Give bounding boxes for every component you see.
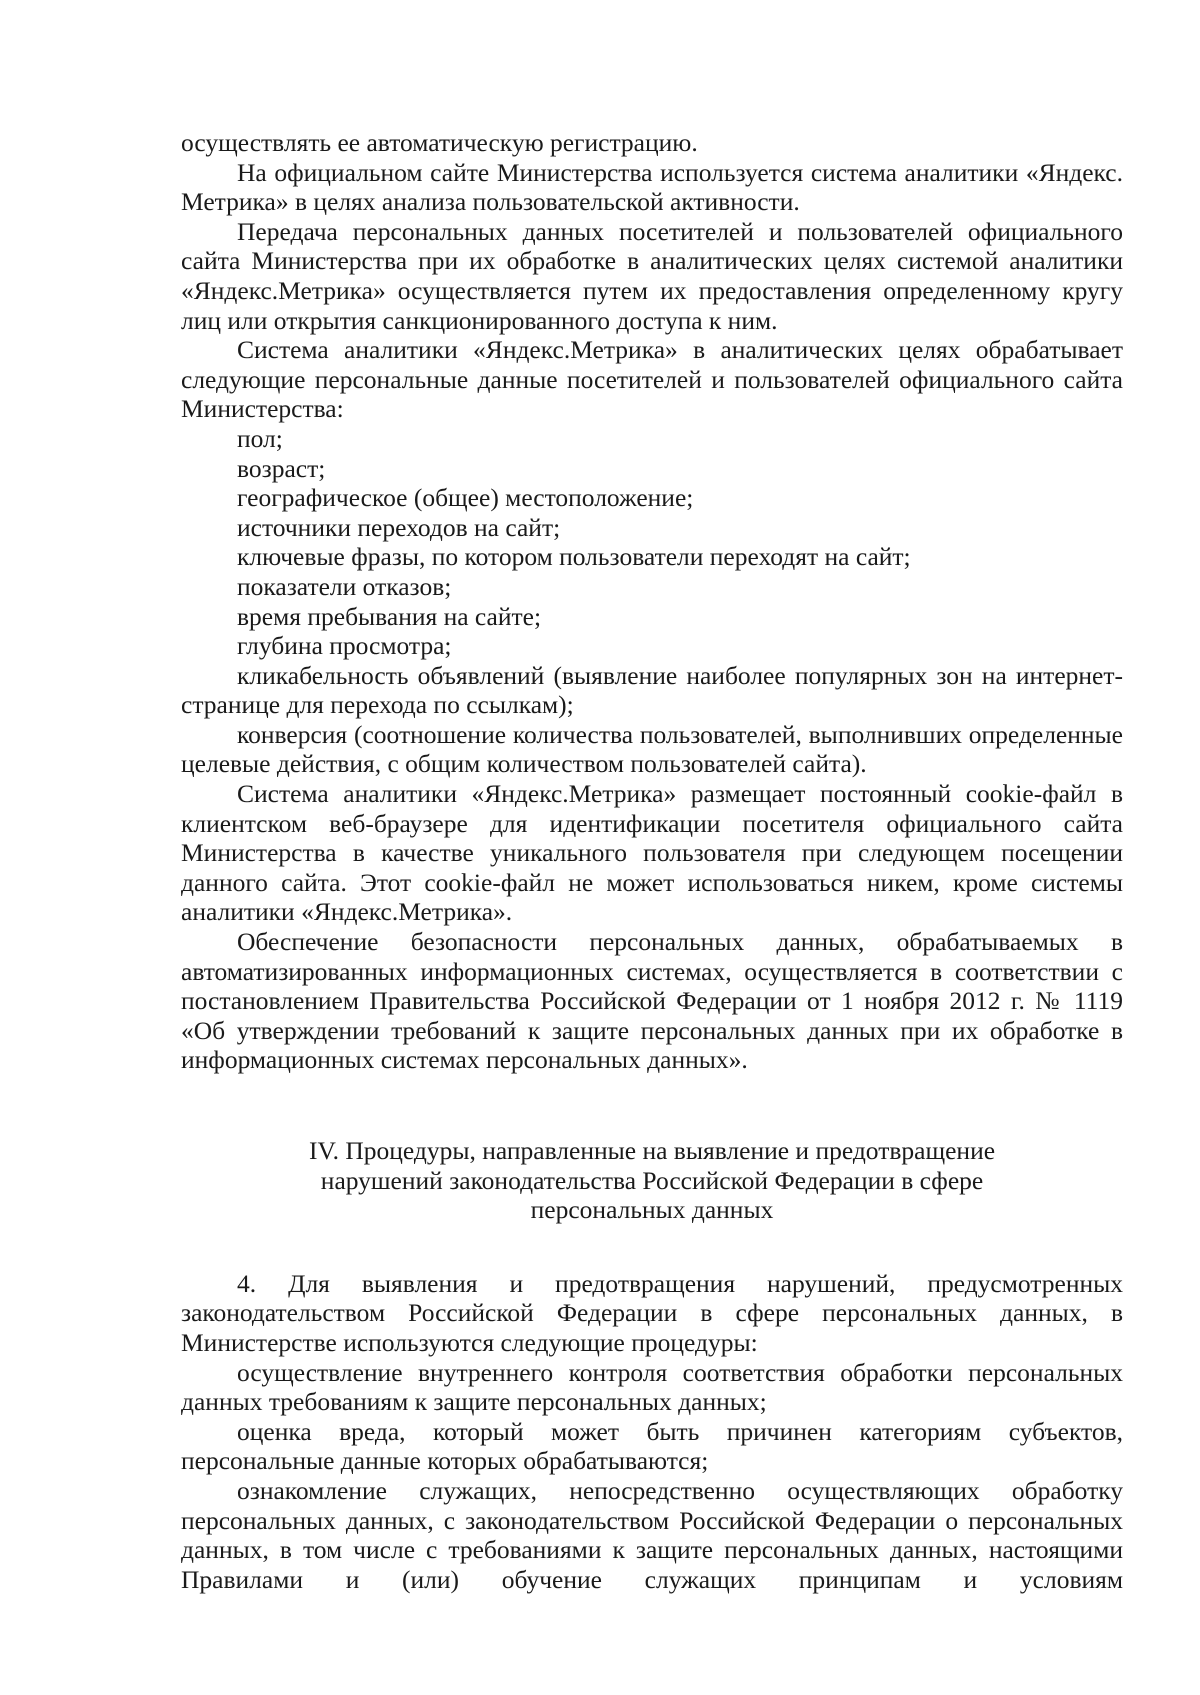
procedure-employee-training: ознакомление служащих, непосредственно осуществляющих обработку персональных данных, с законодательством Российской Федерации о персональных данных, в том числе с требованиями к защите персональных данных, настоящими Правилами и (или) обучение служащих принципам и условиям [181, 1475, 1123, 1594]
list-item-conversion: конверсия (соотношение количества пользователей, выполнивших определенные целевые действия, с общим количеством пользователей сайта). [181, 719, 1123, 779]
list-item: показатели отказов; [237, 571, 452, 601]
paragraph-yandex-metrika-usage: На официальном сайте Министерства используется система аналитики «Яндекс. Метрика» в целях анализа пользовательской активности. [181, 157, 1123, 217]
procedure-harm-assessment: оценка вреда, который может быть причинен категориям субъектов, персональные данные которых обрабатываются; [181, 1416, 1123, 1476]
paragraph-data-transfer: Передача персональных данных посетителей и пользователей официального сайта Министерства при их обработке в аналитических целях системой аналитики «Яндекс.Метрика» осуществляется путем их предоставления определенному кругу лиц или открытия санкционированного доступа к ним. [181, 216, 1123, 335]
procedure-internal-control: осуществление внутреннего контроля соответствия обработки персональных данных требованиям к защите персональных данных; [181, 1357, 1123, 1417]
document-page [181, 128, 1123, 1594]
section-heading-line: нарушений законодательства Российской Федерации в сфере [320, 1165, 984, 1195]
list-item: глубина просмотра; [237, 631, 452, 661]
paragraph-procedures-intro: 4. Для выявления и предотвращения нарушений, предусмотренных законодательством Российской Федерации в сфере персональных данных, в Министерстве используются следующие процедуры: [181, 1268, 1123, 1357]
list-item-clickability: кликабельность объявлений (выявление наиболее популярных зон на интернет-странице для перехода по ссылкам); [181, 660, 1123, 720]
list-item: географическое (общее) местоположение; [237, 483, 694, 513]
section-heading-line: персональных данных [530, 1195, 774, 1225]
list-item: источники переходов на сайт; [237, 512, 561, 542]
paragraph-security: Обеспечение безопасности персональных данных, обрабатываемых в автоматизированных информационных системах, осуществляется в соответствии с постановлением Правительства Российской Федерации от 1 ноября 2012 г. № 1119 «Об утверждении требований к защите персональных данных при их обработке в информационных системах персональных данных». [181, 927, 1123, 1075]
list-item: время пребывания на сайте; [237, 601, 542, 631]
list-item: пол; [237, 423, 283, 453]
list-item: возраст; [237, 453, 326, 483]
section-heading-line: IV. Процедуры, направленные на выявление и предотвращение [308, 1136, 996, 1165]
paragraph-processed-data-intro: Система аналитики «Яндекс.Метрика» в аналитических целях обрабатывает следующие персональные данные посетителей и пользователей официального сайта Министерства: [181, 335, 1123, 424]
paragraph-cookie: Система аналитики «Яндекс.Метрика» размещает постоянный cookie-файл в клиентском веб-браузере для идентификации посетителя официального сайта Министерства в качестве уникального пользователя при следующем посещении данного сайта. Этот cookie-файл не может использоваться никем, кроме системы аналитики «Яндекс.Метрика». [181, 779, 1123, 927]
list-item: ключевые фразы, по котором пользователи переходят на сайт; [237, 542, 911, 572]
paragraph-continuation: осуществлять ее автоматическую регистрацию. [181, 128, 698, 157]
section-heading [181, 1136, 1123, 1225]
